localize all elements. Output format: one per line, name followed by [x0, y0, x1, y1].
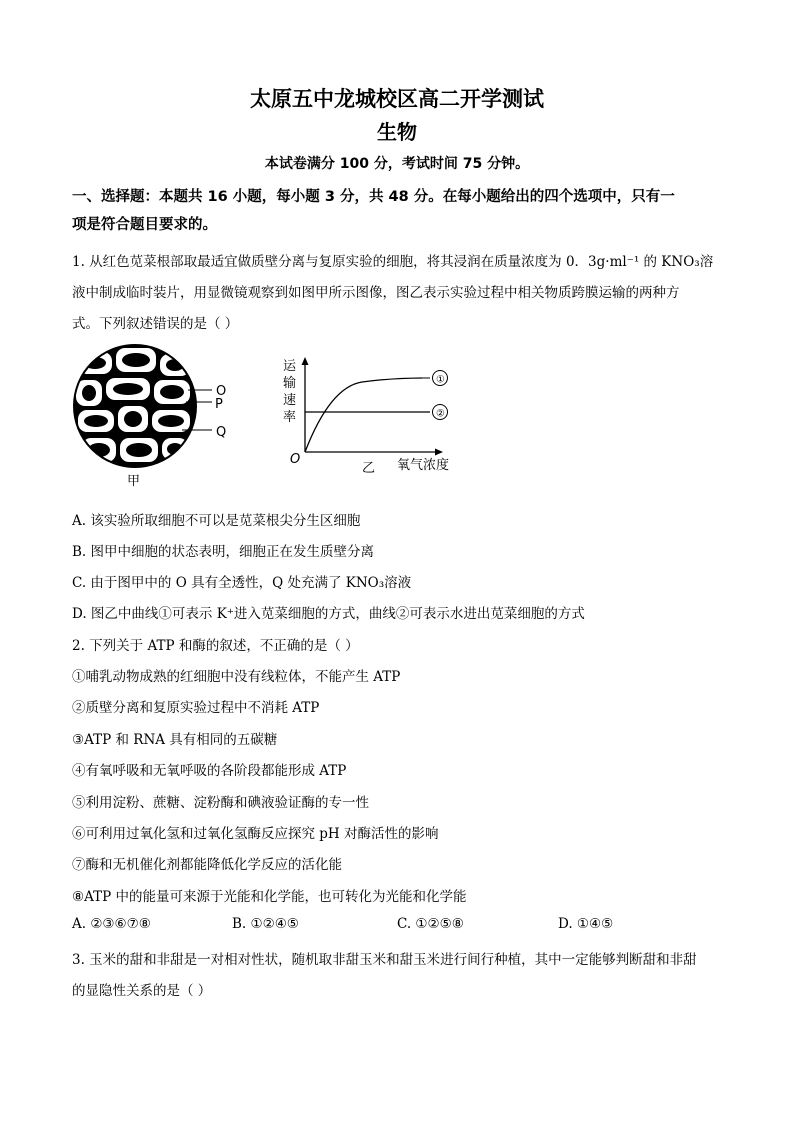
q2-item-8: ⑧ATP 中的能量可来源于光能和化学能，也可转化为光能和化学能	[72, 889, 467, 905]
exam-title: 太原五中龙城校区高二开学测试	[250, 87, 544, 111]
label-o: O	[216, 384, 227, 399]
exam-info: 本试卷满分 100 分，考试时间 75 分钟。	[264, 156, 530, 172]
q1-stem-line-2: 液中制成临时装片，用显微镜观察到如图甲所示图像，图乙表示实验过程中相关物质跨膜运输的两种方	[72, 285, 680, 301]
q2-option-c: C. ①②⑤⑧	[397, 916, 464, 932]
section-heading-line-1: 一、选择题：本题共 16 小题，每小题 3 分，共 48 分。在每小题给出的四个选项中，只有一	[72, 189, 675, 205]
label-p: P	[215, 397, 223, 412]
q2-stem: 2. 下列关于 ATP 和酶的叙述，不正确的是（ ）	[72, 638, 359, 654]
q1-figure-svg	[72, 342, 472, 492]
q2-item-7: ⑦酶和无机催化剂都能降低化学反应的活化能	[72, 857, 342, 873]
label-q: Q	[216, 425, 227, 440]
q1-option-d: D. 图乙中曲线①可表示 K⁺进入苋菜细胞的方式，曲线②可表示水进出苋菜细胞的方式	[72, 606, 585, 622]
origin-label: O	[290, 452, 301, 467]
cell-diagram-jia	[74, 345, 226, 489]
q3-stem-line-1: 3. 玉米的甜和非甜是一对相对性状，随机取非甜玉米和甜玉米进行间行种植，其中一定能够判断甜和非甜	[72, 952, 697, 968]
q2-option-b: B. ①②④⑤	[232, 916, 299, 932]
y-axis-char-4: 率	[283, 410, 297, 425]
label-yi: 乙	[362, 461, 376, 476]
y-axis-char-2: 输	[283, 376, 297, 391]
curve-2-label: ②	[436, 408, 445, 420]
q2-item-4: ④有氧呼吸和无氧呼吸的各阶段都能形成 ATP	[72, 763, 347, 779]
section-heading-line-2: 项是符合题目要求的。	[72, 217, 217, 233]
q2-option-a: A. ②③⑥⑦⑧	[72, 916, 151, 932]
curve-1	[305, 378, 422, 452]
q1-option-b: B. 图甲中细胞的状态表明，细胞正在发生质壁分离	[72, 544, 375, 560]
q1-figure	[72, 342, 472, 496]
q2-item-5: ⑤利用淀粉、蔗糖、淀粉酶和碘液验证酶的专一性	[72, 795, 369, 811]
q1-stem-line-3: 式。下列叙述错误的是（ ）	[72, 316, 239, 332]
subject-title: 生物	[377, 120, 417, 144]
q2-option-d: D. ①④⑤	[558, 916, 614, 932]
q1-option-c: C. 由于图甲中的 O 具有全透性，Q 处充满了 KNO₃溶液	[72, 575, 412, 591]
q1-stem-line-1: 1. 从红色苋菜根部取最适宜做质壁分离与复原实验的细胞，将其浸润在质量浓度为 0．3g·ml⁻¹ 的 KNO₃溶	[72, 254, 714, 270]
curve-1-label: ①	[436, 374, 445, 386]
q3-stem-line-2: 的显隐性关系的是（ ）	[72, 983, 212, 999]
label-jia: 甲	[127, 474, 141, 489]
y-axis-char-3: 速	[283, 393, 297, 408]
q2-item-6: ⑥可利用过氧化氢和过氧化氢酶反应探究 pH 对酶活性的影响	[72, 826, 439, 842]
q1-option-a: A. 该实验所取细胞不可以是苋菜根尖分生区细胞	[72, 513, 361, 529]
q2-item-1: ①哺乳动物成熟的红细胞中没有线粒体，不能产生 ATP	[72, 669, 401, 685]
graph-yi	[283, 357, 449, 476]
q2-item-3: ③ATP 和 RNA 具有相同的五碳糖	[72, 732, 278, 748]
y-axis-char-1: 运	[283, 359, 297, 374]
q2-item-2: ②质壁分离和复原实验过程中不消耗 ATP	[72, 700, 320, 716]
x-axis-label: 氧气浓度	[397, 458, 450, 473]
